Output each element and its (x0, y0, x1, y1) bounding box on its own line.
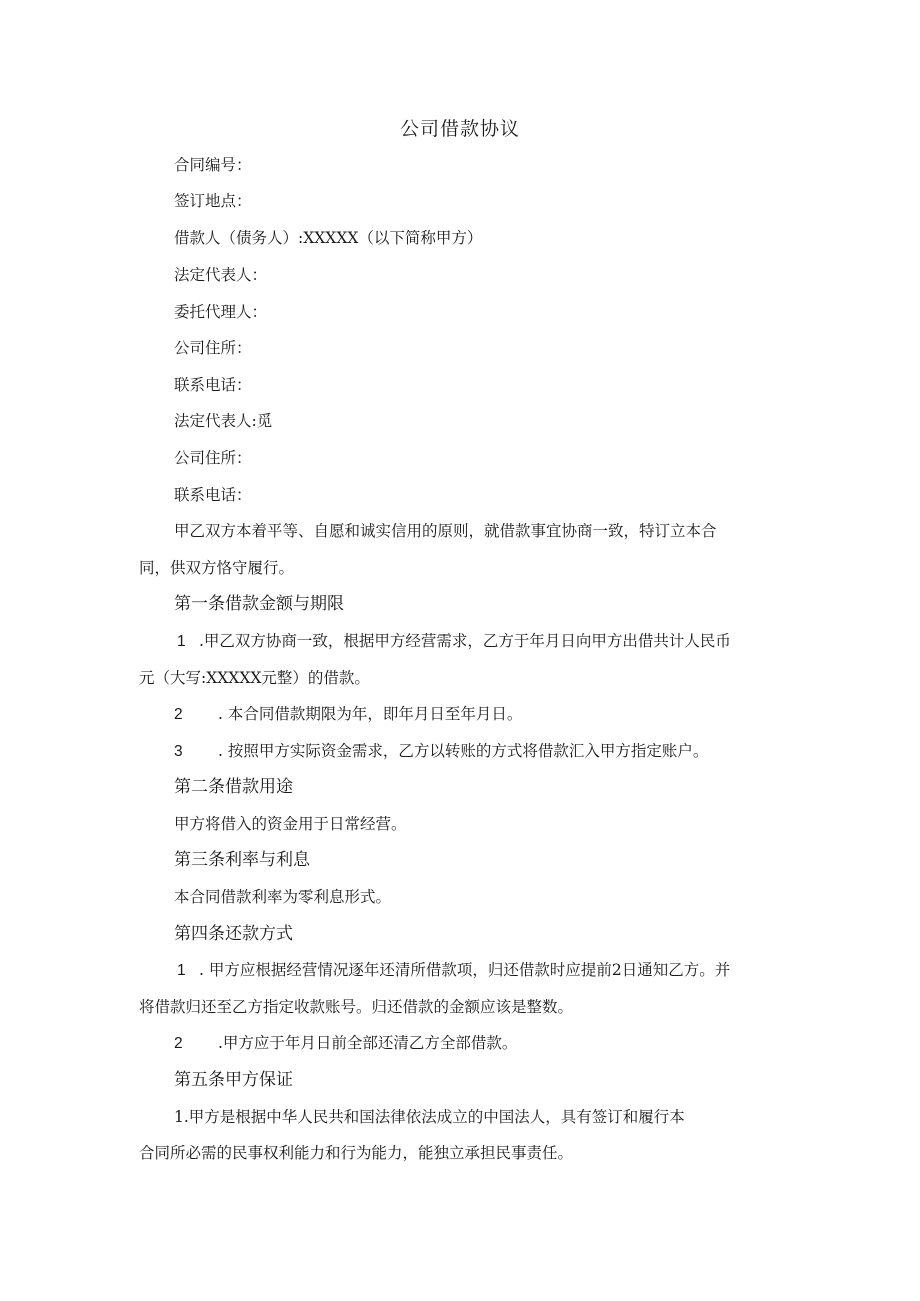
article-1-item-2-number: 2 (174, 706, 183, 723)
article-4-item-2 (174, 1033, 517, 1054)
article-1-item-1-line-2: 元（大写:XXXXX元整）的借款。 (139, 669, 370, 687)
article-3-heading: 第三条利率与利息 (174, 850, 310, 870)
legal-representative-field-2: 法定代表人:觅 (174, 412, 273, 430)
article-5-heading: 第五条甲方保证 (174, 1070, 293, 1090)
article-1-item-1-line-1 (174, 631, 731, 652)
contract-number-field: 合同编号： (174, 156, 252, 174)
article-2-heading: 第二条借款用途 (174, 777, 293, 797)
article-1-item-3 (174, 741, 708, 762)
article-1-item-1-text: .甲乙双方协商一致，根据甲方经营需求，乙方于年月日向甲方出借共计人民币 (199, 632, 731, 650)
contact-phone-field: 联系电话： (174, 376, 252, 394)
company-address-field-2: 公司住所： (174, 449, 252, 467)
article-1-item-2-text: . 本合同借款期限为年，即年月日至年月日。 (218, 705, 523, 723)
article-1-item-3-text: . 按照甲方实际资金需求，乙方以转账的方式将借款汇入甲方指定账户。 (218, 742, 709, 760)
article-4-item-1-line-1 (174, 960, 730, 981)
article-1-item-3-number: 3 (174, 743, 183, 760)
contact-phone-field-2: 联系电话： (174, 486, 252, 504)
article-4-heading: 第四条还款方式 (174, 924, 293, 944)
article-4-item-1-text: . 甲方应根据经营情况逐年还清所借款项，归还借款时应提前2日通知乙方。并 (199, 961, 731, 979)
article-1-item-1-number: 1 (177, 633, 186, 650)
authorized-agent-field: 委托代理人： (174, 303, 268, 321)
article-5-item-1-line-1: 1.甲方是根据中华人民共和国法律依法成立的中国法人，具有签订和履行本 (174, 1108, 685, 1126)
legal-representative-field: 法定代表人： (174, 266, 268, 284)
preamble-line-2: 同，供双方恪守履行。 (139, 559, 295, 577)
article-4-item-1-line-2: 将借款归还至乙方指定收款账号。归还借款的金额应该是整数。 (139, 998, 574, 1016)
article-1-heading: 第一条借款金额与期限 (174, 594, 344, 614)
company-address-field: 公司住所： (174, 339, 252, 357)
article-3-text: 本合同借款利率为零利息形式。 (174, 888, 392, 906)
document-title: 公司借款协议 (399, 118, 520, 140)
article-1-item-2 (174, 704, 522, 725)
borrower-field: 借款人（债务人）:XXXXX（以下简称甲方） (174, 229, 483, 247)
article-4-item-1-number: 1 (177, 962, 186, 979)
article-4-item-2-text: .甲方应于年月日前全部还清乙方全部借款。 (218, 1034, 518, 1052)
sign-place-field: 签订地点： (174, 192, 252, 210)
preamble-line-1: 甲乙双方本着平等、自愿和诚实信用的原则，就借款事宜协商一致，特订立本合 (174, 522, 717, 540)
article-5-item-1-line-2: 合同所必需的民事权利能力和行为能力，能独立承担民事责任。 (139, 1144, 574, 1162)
article-4-item-2-number: 2 (174, 1035, 183, 1052)
article-2-text: 甲方将借入的资金用于日常经营。 (174, 815, 407, 833)
